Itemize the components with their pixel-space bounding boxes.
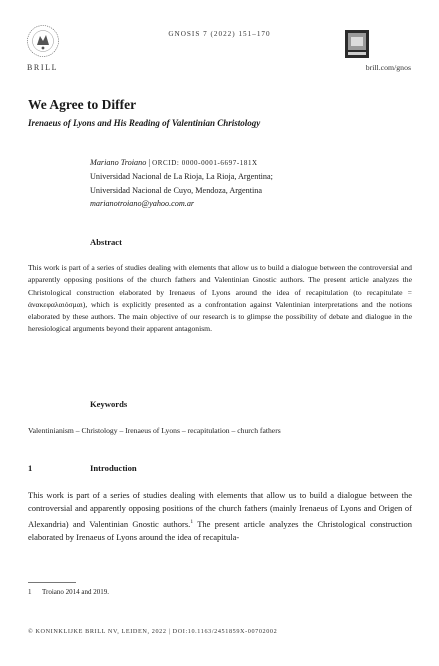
- section-heading: [28, 463, 137, 473]
- author-block: [90, 156, 273, 211]
- body-text-before: This work is part of a series of studies dealing with elements that allow us to build a dialogue between the controversial and apparently opposing positions of the church fathers (mainly Irenaeus of Lyons and Origen of Alexandria) and Valentinian Gnostic authors.: [28, 490, 412, 529]
- body-text-after: The present article analyzes the Christological construction elaborated by Irenaeus of Lyons around the idea of recapitula-: [28, 518, 412, 542]
- footnote-number: 1: [28, 588, 32, 596]
- author-separator: |: [148, 158, 153, 167]
- abstract-heading: Abstract: [90, 237, 122, 247]
- author-email-link[interactable]: marianotroiano@yahoo.com.ar: [90, 199, 195, 209]
- copyright-footer: © KONINKLIJKE BRILL NV, LEIDEN, 2022 | DOI:10.1163/2451859X-00702002: [28, 628, 278, 635]
- section-number: 1: [28, 463, 33, 473]
- body-paragraph: [28, 489, 412, 544]
- abstract-text: This work is part of a series of studies dealing with elements that allow us to build a dialogue between the controversial and apparently opposing positions of the church fathers and Valentinian Gnostic authors. The present article analyzes the Christological construction elaborated by Irenaeus of Lyons around the idea of recapitulation (to recapitulate = ἀνακεφαλαιόσμαι), which is explicitly presented as a confrontation against Valentinian interpretations and the notions elaborated by these authors. The main objective of our research is to glimpse the possibility of debate and dialogue in the heresiological arguments beyond their apparent antagonism.: [28, 263, 412, 334]
- journal-logo-icon: [345, 30, 369, 58]
- footnote-divider: [28, 582, 76, 583]
- article-title: We Agree to Differ: [28, 97, 137, 112]
- author-orcid[interactable]: ORCID: 0000-0001-6697-181X: [152, 159, 258, 167]
- article-subtitle: Irenaeus of Lyons and His Reading of Valentinian Christology: [28, 118, 261, 128]
- footnote: [28, 588, 109, 596]
- author-affiliation-1: Universidad Nacional de La Rioja, La Rioja, Argentina;: [90, 172, 273, 182]
- footnote-text: Troiano 2014 and 2019.: [42, 588, 110, 596]
- author-name: Mariano Troiano: [90, 158, 147, 167]
- journal-citation: GNOSIS 7 (2022) 151–170: [168, 30, 271, 38]
- publisher-name: BRILL: [27, 63, 59, 72]
- author-affiliation-2: Universidad Nacional de Cuyo, Mendoza, Argentina: [90, 185, 262, 195]
- keywords-text: Valentinianism – Christology – Irenaeus of Lyons – recapitulation – church fathers: [28, 426, 281, 435]
- journal-url-link[interactable]: brill.com/gnos: [365, 63, 411, 72]
- footnote-ref-link[interactable]: 1: [190, 518, 194, 525]
- keywords-heading: Keywords: [90, 399, 128, 409]
- section-title: Introduction: [90, 463, 137, 473]
